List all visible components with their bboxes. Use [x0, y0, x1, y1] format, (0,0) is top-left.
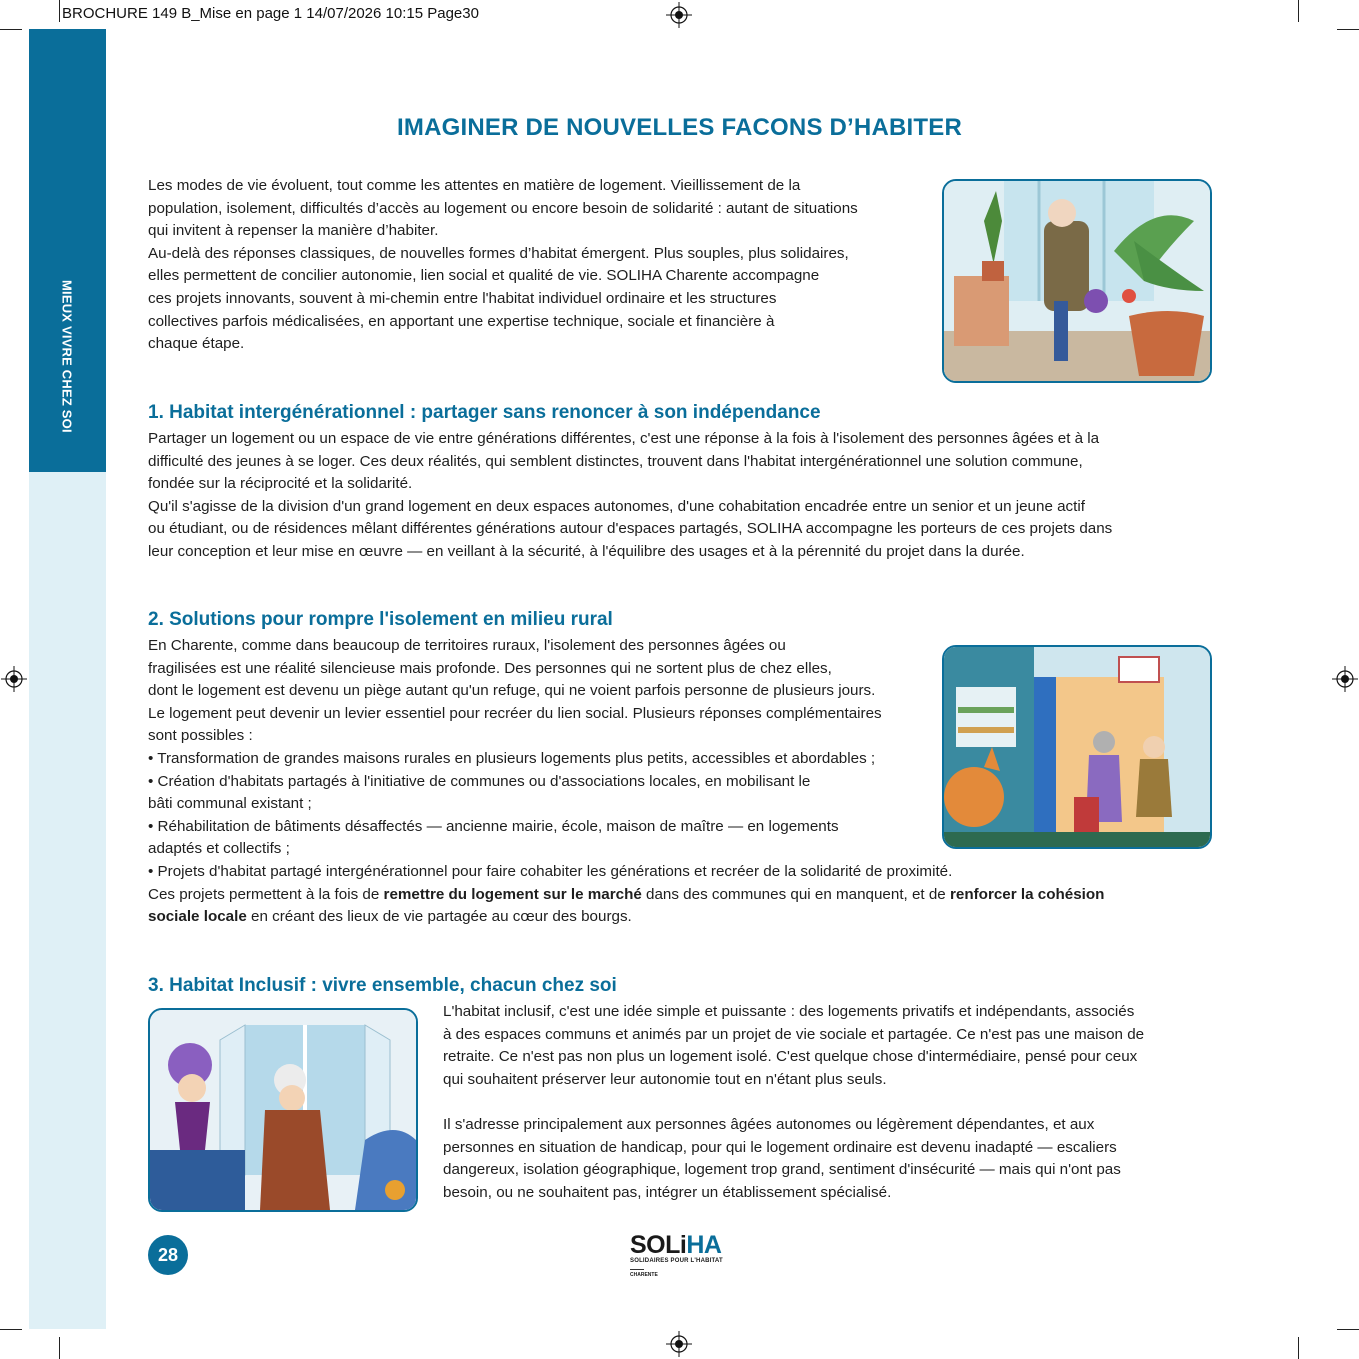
text-line: dont le logement est devenu un piège autant qu'un refuge, qui ne voient parfois personne de plusieurs jours.	[148, 682, 876, 700]
registration-mark-icon	[666, 2, 692, 28]
logo-divider	[630, 1269, 644, 1270]
text-line: sont possibles :	[148, 727, 253, 745]
side-band-label: MIEUX VIVRE CHEZ SOI	[59, 280, 75, 433]
text-line: collectives parfois médicalisées, en apportant une expertise technique, sociale et financière à	[148, 312, 775, 330]
text-line	[148, 884, 1211, 907]
section-paragraph	[148, 635, 916, 861]
text-line: dangereux, isolation géographique, logement trop grand, sentiment d'insécurité — mais qui n'ont pas	[443, 1161, 1121, 1179]
registration-mark-icon	[1, 666, 27, 692]
section-heading: 2. Solutions pour rompre l'isolement en milieu rural	[148, 609, 613, 630]
text-line: elles permettent de concilier autonomie, lien social et qualité de vie. SOLIHA Charente accompagne	[148, 267, 820, 285]
text-line: à des espaces communs et animés par un projet de vie sociale et partagée. Ce n'est pas une maison de	[443, 1025, 1145, 1043]
illustration-elderly-man-watering-plants	[942, 179, 1212, 383]
logo-tagline: SOLIDAIRES POUR L'HABITAT	[630, 1258, 723, 1264]
text-line	[148, 906, 1211, 929]
text-line: • Création d'habitats partagés à l'initiative de communes ou d'associations locales, en mobilisant le	[148, 772, 811, 790]
soliha-logo	[630, 1232, 740, 1278]
section-heading: 1. Habitat intergénérationnel : partager sans renoncer à son indépendance	[148, 402, 821, 423]
logo-subtitle: CHARENTE	[630, 1272, 658, 1278]
text-line: retraite. Ce n'est pas non plus un logement isolé. C'est quelque chose d'intermédiaire, pensé pour ceux	[443, 1048, 1138, 1066]
illustration-neighbors-visiting	[942, 645, 1212, 849]
text-line: chaque étape.	[148, 335, 245, 353]
logo-wordmark	[630, 1232, 740, 1258]
text-line: Qu'il s'agisse de la division d'un grand logement en deux espaces autonomes, d'une cohabitation encadrée entre un senior et un jeune actif	[148, 497, 1085, 515]
registration-mark-icon	[1332, 666, 1358, 692]
crop-mark	[59, 0, 60, 22]
emphasis: sociale locale	[148, 908, 247, 926]
text-line: L'habitat inclusif, c'est une idée simple et puissante : des logements privatifs et indépendants, associés	[443, 1003, 1135, 1020]
text-line: Il s'adresse principalement aux personnes âgées autonomes ou légèrement dépendantes, et aux	[443, 1116, 1095, 1133]
page-title: IMAGINER DE NOUVELLES FACONS D’HABITER	[397, 114, 962, 141]
text-span: dans des communes qui en manquent, et de	[641, 885, 950, 903]
crop-mark	[1298, 0, 1299, 22]
text-span: en créant des lieux de vie partagée au cœur des bourgs.	[246, 908, 632, 926]
text-line: qui invitent à repenser la manière d’habiter.	[148, 222, 439, 240]
text-line: population, isolement, difficultés d’accès au logement ou encore besoin de solidarité : autant de situations	[148, 199, 858, 217]
text-line: Au-delà des réponses classiques, de nouvelles formes d’habitat émergent. Plus souples, plus solidaires,	[148, 244, 849, 262]
text-line: En Charente, comme dans beaucoup de territoires ruraux, l'isolement des personnes âgées ou	[148, 637, 786, 654]
text-line: leur conception et leur mise en œuvre — en veillant à la sécurité, à l'équilibre des usages et à la pérennité du projet dans la durée.	[148, 542, 1025, 560]
text-line: adaptés et collectifs ;	[148, 840, 290, 858]
text-line: ces projets innovants, souvent à mi-chemin entre l'habitat individuel ordinaire et les structures	[148, 289, 777, 307]
section-paragraph	[148, 861, 1211, 929]
text-line: Le logement peut devenir un levier essentiel pour recréer du lien social. Plusieurs réponses complémentaires	[148, 704, 882, 722]
text-line: personnes en situation de handicap, pour qui le logement ordinaire est devenu inadapté — escaliers	[443, 1138, 1117, 1156]
print-slug: BROCHURE 149 B_Mise en page 1 14/07/2026 10:15 Page30	[62, 5, 479, 22]
text-span: Ces projets permettent à la fois de	[148, 885, 384, 903]
emphasis: remettre du logement sur le marché	[383, 885, 642, 903]
crop-mark	[1337, 1329, 1359, 1330]
section-paragraph	[443, 1114, 1211, 1204]
text-line: fondée sur la réciprocité et la solidarité.	[148, 475, 413, 493]
text-line: • Réhabilitation de bâtiments désaffectés — ancienne mairie, école, maison de maître — en logements	[148, 817, 839, 835]
emphasis: renforcer la cohésion	[949, 885, 1105, 903]
illustration-woman-at-window	[148, 1008, 418, 1212]
text-line: bâti communal existant ;	[148, 795, 312, 813]
section-paragraph	[443, 1001, 1211, 1091]
text-line: ou étudiant, ou de résidences mêlant différentes générations autour d'espaces partagés, SOLIHA accompagne les porteurs de ces projets dans	[148, 520, 1113, 538]
text-line: Les modes de vie évoluent, tout comme les attentes en matière de logement. Vieillissement de la	[148, 177, 801, 194]
registration-mark-icon	[666, 1331, 692, 1357]
page-number-badge: 28	[148, 1235, 188, 1275]
intro-paragraph	[148, 175, 916, 356]
text-line: qui souhaitent préserver leur autonomie tout en n'étant plus seuls.	[443, 1070, 887, 1088]
text-line: fragilisées est une réalité silencieuse mais profonde. Des personnes qui ne sortent plus de chez elles,	[148, 659, 832, 677]
crop-mark	[0, 1329, 22, 1330]
crop-mark	[1298, 1337, 1299, 1359]
text-line: difficulté des jeunes à se loger. Ces deux réalités, qui semblent distinctes, trouvent dans l'habitat intergénérationnel une solution commune,	[148, 452, 1083, 470]
crop-mark	[0, 29, 22, 30]
text-line: • Transformation de grandes maisons rurales en plusieurs logements plus petits, accessibles et abordables ;	[148, 749, 876, 767]
text-line: besoin, ou ne souhaitent pas, intégrer un établissement spécialisé.	[443, 1183, 892, 1201]
text-line: • Projets d'habitat partagé intergénérationnel pour faire cohabiter les générations et recréer de la solidarité de proximité.	[148, 863, 953, 880]
section-paragraph	[148, 428, 1211, 564]
section-heading: 3. Habitat Inclusif : vivre ensemble, chacun chez soi	[148, 975, 617, 996]
text-line: Partager un logement ou un espace de vie entre générations différentes, c'est une réponse à la fois à l'isolement des personnes âgées et à la	[148, 430, 1100, 447]
crop-mark	[1337, 29, 1359, 30]
crop-mark	[59, 1337, 60, 1359]
logo-word-part: HA	[686, 1231, 722, 1259]
logo-word-part: SOLi	[630, 1231, 687, 1259]
